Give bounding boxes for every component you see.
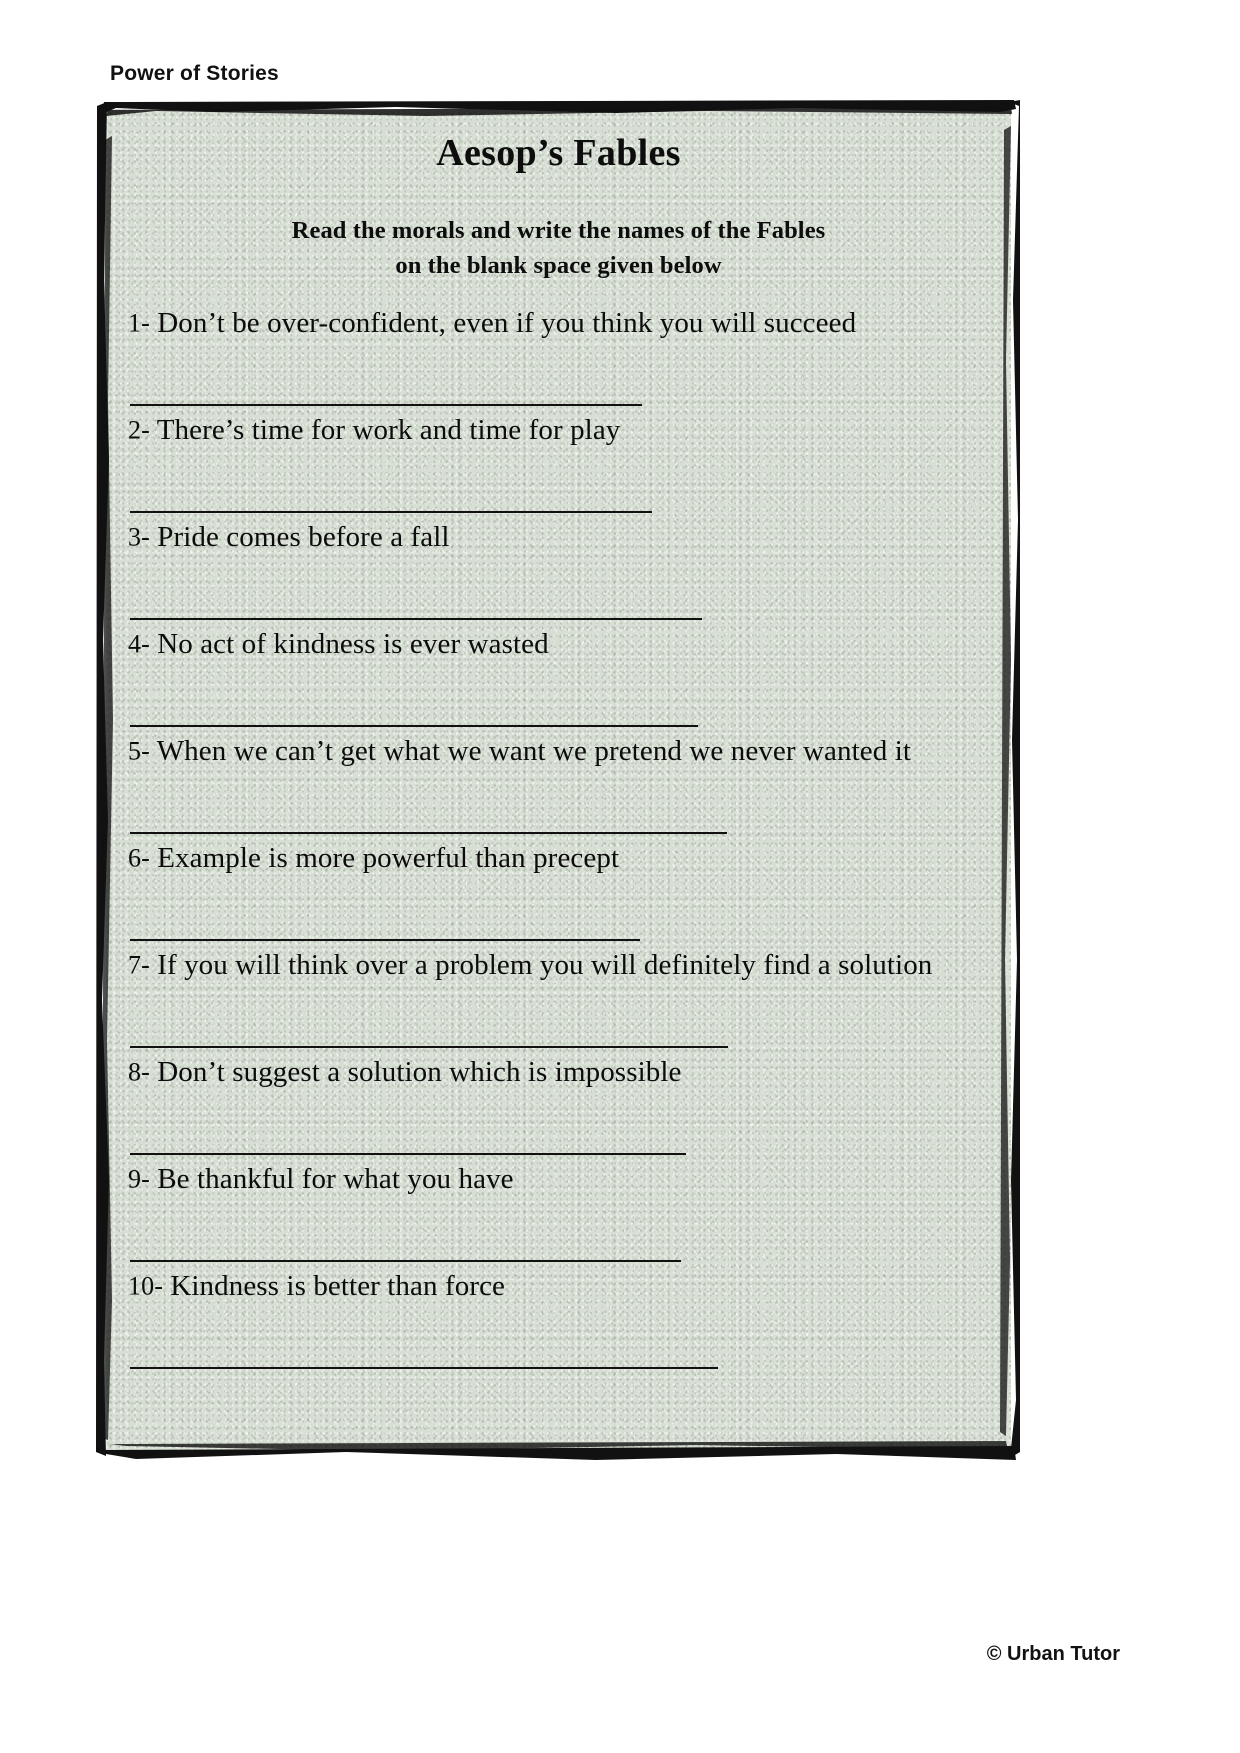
moral-number: 6-	[128, 843, 150, 873]
moral-statement: Kindness is better than force	[170, 1270, 506, 1302]
moral-statement: Don’t suggest a solution which is impossible	[157, 1056, 682, 1088]
moral-text	[128, 628, 549, 661]
worksheet-frame	[96, 100, 1020, 1462]
moral-statement: If you will think over a problem you will definitely find a solution	[157, 949, 933, 981]
running-header: Power of Stories	[110, 62, 279, 85]
moral-item	[128, 1163, 997, 1270]
moral-number: 5-	[128, 736, 150, 766]
moral-item	[128, 521, 997, 628]
moral-item	[128, 842, 997, 949]
moral-item	[128, 307, 997, 414]
morals-list	[128, 307, 997, 1377]
moral-number: 9-	[128, 1164, 150, 1194]
moral-item	[128, 1270, 997, 1377]
moral-statement: Pride comes before a fall	[157, 521, 450, 553]
answer-blank-line[interactable]	[130, 511, 652, 513]
moral-statement: No act of kindness is ever wasted	[157, 628, 549, 660]
answer-blank-line[interactable]	[130, 1367, 718, 1369]
moral-number: 10-	[128, 1271, 163, 1301]
answer-blank-line[interactable]	[130, 1260, 681, 1262]
moral-number: 1-	[128, 308, 150, 338]
answer-blank-line[interactable]	[130, 404, 642, 406]
answer-blank-line[interactable]	[130, 939, 640, 941]
moral-item	[128, 628, 997, 735]
moral-statement: There’s time for work and time for play	[156, 414, 621, 446]
moral-text	[128, 521, 450, 554]
moral-number: 2-	[128, 415, 150, 445]
answer-blank-line[interactable]	[130, 618, 702, 620]
moral-text	[128, 414, 620, 447]
moral-text	[128, 949, 932, 982]
moral-statement: Don’t be over-confident, even if you think you will succeed	[157, 307, 857, 339]
moral-number: 7-	[128, 950, 150, 980]
moral-text	[128, 842, 619, 875]
moral-item	[128, 414, 997, 521]
moral-item	[128, 1056, 997, 1163]
moral-text	[128, 307, 856, 340]
moral-statement: Be thankful for what you have	[157, 1163, 514, 1195]
instructions-line-1: Read the morals and write the names of the Fables	[291, 217, 826, 244]
answer-blank-line[interactable]	[130, 1046, 728, 1048]
answer-blank-line[interactable]	[130, 1153, 686, 1155]
moral-statement: Example is more powerful than precept	[157, 842, 620, 874]
moral-item	[128, 735, 997, 842]
moral-statement: When we can’t get what we want we pretend we never wanted it	[156, 735, 912, 767]
moral-text	[128, 1056, 681, 1089]
moral-item	[128, 949, 997, 1056]
worksheet-title: Aesop’s Fables	[436, 132, 681, 174]
answer-blank-line[interactable]	[130, 832, 727, 834]
worksheet-paper	[106, 109, 1011, 1452]
footer-credit: © Urban Tutor	[986, 1643, 1120, 1665]
moral-number: 3-	[128, 522, 150, 552]
answer-blank-line[interactable]	[130, 725, 698, 727]
instructions-line-2: on the blank space given below	[395, 251, 722, 279]
moral-text	[128, 1270, 505, 1303]
worksheet-instructions	[106, 214, 1011, 284]
moral-number: 8-	[128, 1057, 150, 1087]
moral-number: 4-	[128, 629, 150, 659]
moral-text	[128, 1163, 514, 1196]
moral-text	[128, 735, 911, 768]
